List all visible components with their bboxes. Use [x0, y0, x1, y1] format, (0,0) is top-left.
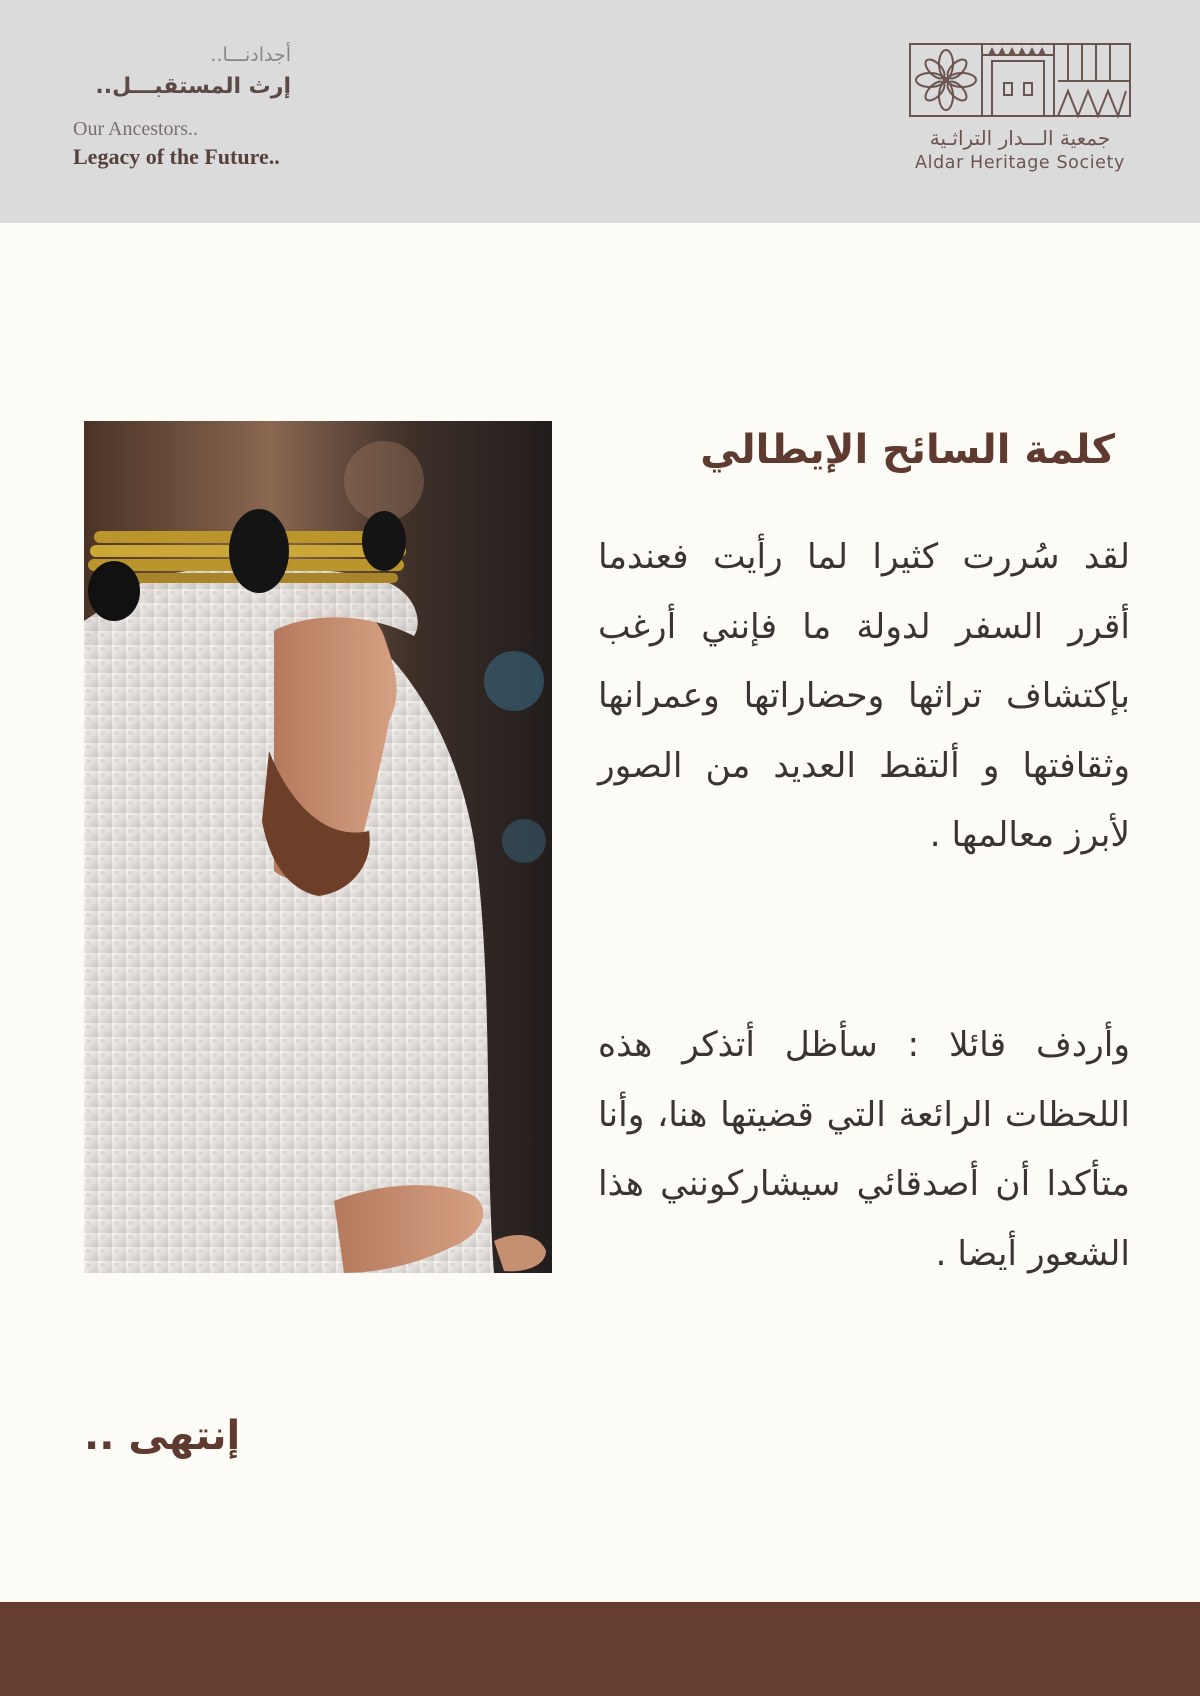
- tagline-block: [73, 40, 303, 172]
- heritage-building-logo-icon: [908, 41, 1134, 123]
- tagline-arabic-ancestors: أجدادنـــا..: [210, 44, 291, 66]
- society-logo: [908, 41, 1134, 181]
- page-footer-bar: [0, 1602, 1200, 1696]
- tourist-portrait-photo: [84, 421, 552, 1273]
- tagline-english-legacy: Legacy of the Future..: [73, 144, 280, 169]
- society-name-english: Aldar Heritage Society: [915, 153, 1125, 173]
- society-name-arabic: جمعية الـــدار التراثـية: [929, 126, 1111, 150]
- end-marker: إنتهى ..: [84, 1413, 241, 1459]
- article-paragraph-1: لقد سُررت كثيرا لما رأيت فعندما أقرر السفر لدولة ما فإنني أرغب بإكتشاف تراثها وحضاراتها وعمرانها وثقافتها و ألتقط العديد من الصور لأبرز معالمها .: [598, 537, 1130, 855]
- tagline-arabic-legacy: إرث المستقبـــل..: [95, 74, 291, 99]
- page-header: [0, 0, 1200, 223]
- tourist-portrait-illustration: [84, 421, 552, 1273]
- article-paragraph-2: وأردف قائلا : سأظل أتذكر هذه اللحظات الرائعة التي قضيتها هنا، وأنا متأكدا أن أصدقائي سيشاركونني هذا الشعور أيضا .: [598, 1025, 1130, 1274]
- tagline-english-ancestors: Our Ancestors..: [73, 118, 198, 140]
- article-title: كلمة السائح الإيطالي: [700, 427, 1115, 473]
